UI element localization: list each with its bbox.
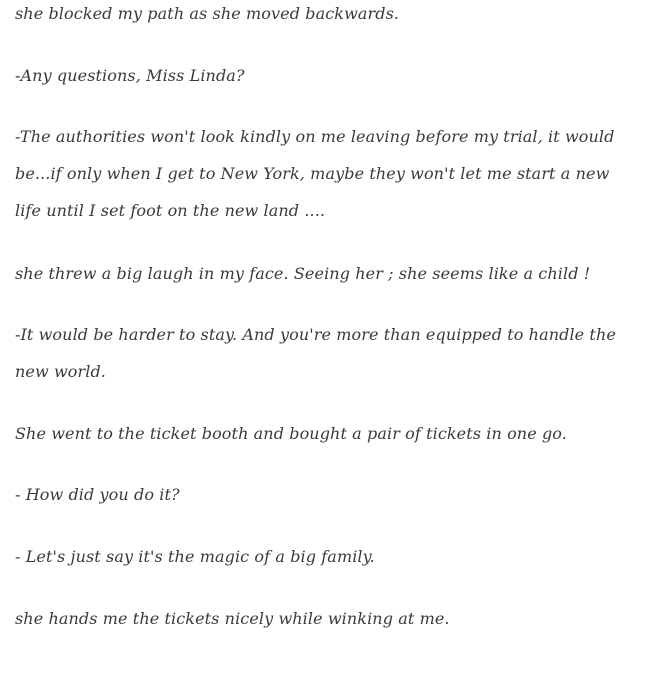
paragraph: she threw a big laugh in my face. Seeing her ; she seems like a child ! — [15, 264, 591, 283]
paragraph: She went to the ticket booth and bought a pair of tickets in one go. — [15, 424, 567, 443]
paragraph: - How did you do it? — [15, 485, 180, 504]
paragraph: she blocked my path as she moved backwards. — [15, 4, 400, 23]
paragraph: -It would be harder to stay. And you're more than equipped to handle the new world. — [15, 325, 616, 381]
paragraph: -The authorities won't look kindly on me leaving before my trial, it would be...if only when I get to New York, maybe they won't let me start a new life until I set foot on the new land .... — [15, 127, 615, 220]
paragraph: -Any questions, Miss Linda? — [15, 66, 245, 85]
paragraph: she hands me the tickets nicely while winking at me. — [15, 609, 450, 628]
paragraph: - Let's just say it's the magic of a big family. — [15, 547, 375, 566]
